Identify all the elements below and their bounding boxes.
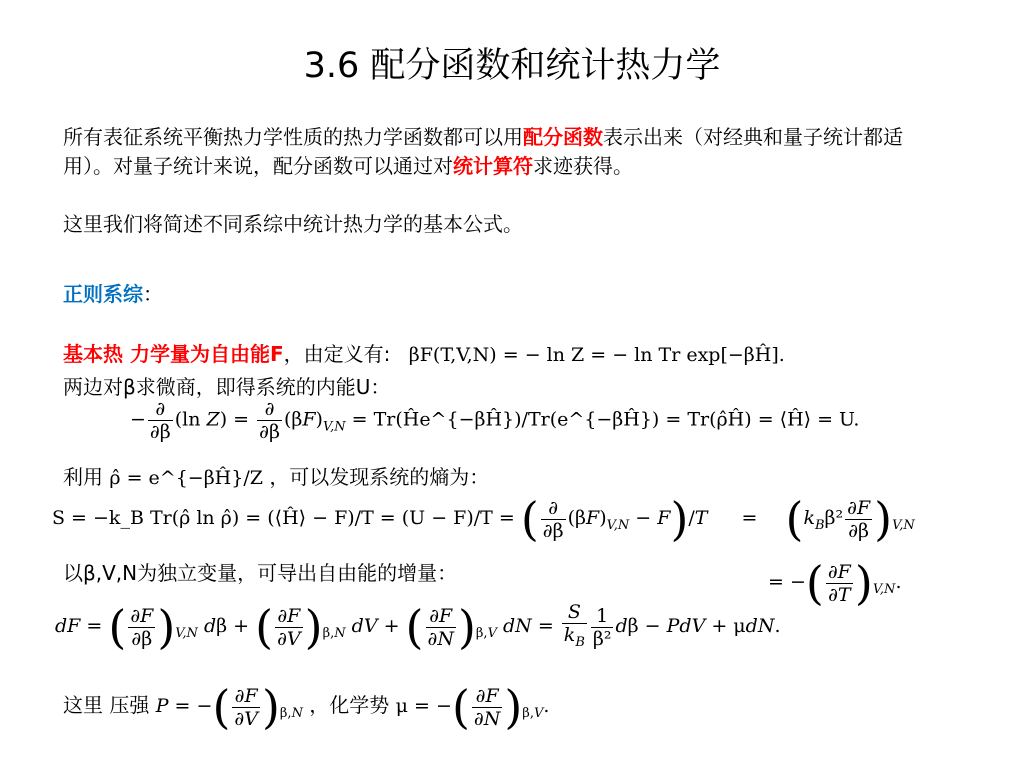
intro-text-3: 求迹获得。 xyxy=(533,154,633,178)
entropy-lead: 利用 xyxy=(63,465,103,489)
equation-entropy-lhs: S = −k_B Tr(ρ̂ ln ρ̂) = (⟨Ĥ⟩ − F)/T = (U − F)/T = xyxy=(52,507,515,529)
intro-text-1: 所有表征系统平衡热力学性质的热力学函数都可以用 xyxy=(63,125,523,149)
pressure-lead: 这里 压强 xyxy=(63,693,150,717)
ensemble-colon: ： xyxy=(143,282,163,306)
equation-internal-energy: − $\frac{\partial}{\partial\beta}$ (ln Z) = $\frac{\partial}{\partial\beta}$ $(\beta F)_{V,N}$ = Tr(Ĥe^{−βĤ})/Tr(e^{−βĤ}) = Tr(ρ̂Ĥ) = ⟨Ĥ⟩ = U. xyxy=(130,398,860,443)
entropy-intro xyxy=(63,461,489,490)
free-energy-label: 基本热 力学量为自由能F xyxy=(63,342,284,366)
entropy-tail: ，可以发现系统的熵为： xyxy=(269,465,490,489)
equation-chemical-potential: μ = −( $\frac{\partial F}{\partial N}$ )$_{\beta,V}$. xyxy=(395,680,550,734)
defined-text: ，由定义有: xyxy=(283,342,391,366)
slide-title: 3.6 配分函数和统计热力学 xyxy=(303,46,721,86)
equation-differential: dF = ( $\frac{\partial F}{\partial\beta}$ )$_{V,N}$ dβ + ( $\frac{\partial F}{\partial V}$ )$_{\beta,N}$ dV + ( $\frac{\partial F}{\partial N}$ )$_{\beta,V}$ dN = $\frac{S}{k_B}$ $\frac{1}{\text{β²}}$ dβ − PdV + μdN. xyxy=(55,600,781,654)
ensemble-heading xyxy=(63,280,943,309)
equation-free-energy: βF(T,V,N) = − ln Z = − ln Tr exp[−βĤ]. xyxy=(408,344,785,366)
equation-internal-energy-rhs: Tr(Ĥe^{−βĤ})/Tr(e^{−βĤ}) = Tr(ρ̂Ĥ) = ⟨Ĥ⟩ = U. xyxy=(373,408,860,431)
intro-paragraph-2: 这里我们将简述不同系综中统计热力学的基本公式。 xyxy=(63,212,523,236)
highlight-partition-function: 配分函数 xyxy=(523,125,603,149)
ensemble-label: 正则系综 xyxy=(63,282,143,306)
free-energy-increment-text: 以β,V,N为独立变量，可导出自由能的增量： xyxy=(63,561,458,585)
pressure-chemical-potential xyxy=(63,680,549,734)
derivative-text: 两边对β求微商，即得系统的内能U： xyxy=(63,375,391,399)
free-energy-definition xyxy=(63,338,785,367)
pressure-mid: ，化学势 xyxy=(309,693,390,717)
intro-paragraph xyxy=(63,123,943,181)
equation-entropy-alt: = −( $\frac{\partial F}{\partial T}$ )$_{V,N}$. xyxy=(768,556,902,610)
equation-pressure: P = −( $\frac{\partial F}{\partial V}$ )$_{\beta,N}$ xyxy=(155,680,303,734)
highlight-statistical-operator: 统计算符 xyxy=(453,154,533,178)
equation-entropy: S = −k_B Tr(ρ̂ ln ρ̂) = (⟨Ĥ⟩ − F)/T = (U − F)/T = ( $\frac{\partial}{\partial\beta}$ $(\beta F)_{V,N} - F)/T = (k_B\beta^2$ $\frac{\partial F}{\partial\beta}$ )$_{V,N}$ xyxy=(52,492,915,546)
rho-definition: ρ̂ = e^{−βĤ}/Z xyxy=(109,467,263,489)
intro-text-2: 表示出来（对经典和量子统计都适用）。对量子统计来说，配分函数可以通过对 xyxy=(63,125,903,178)
